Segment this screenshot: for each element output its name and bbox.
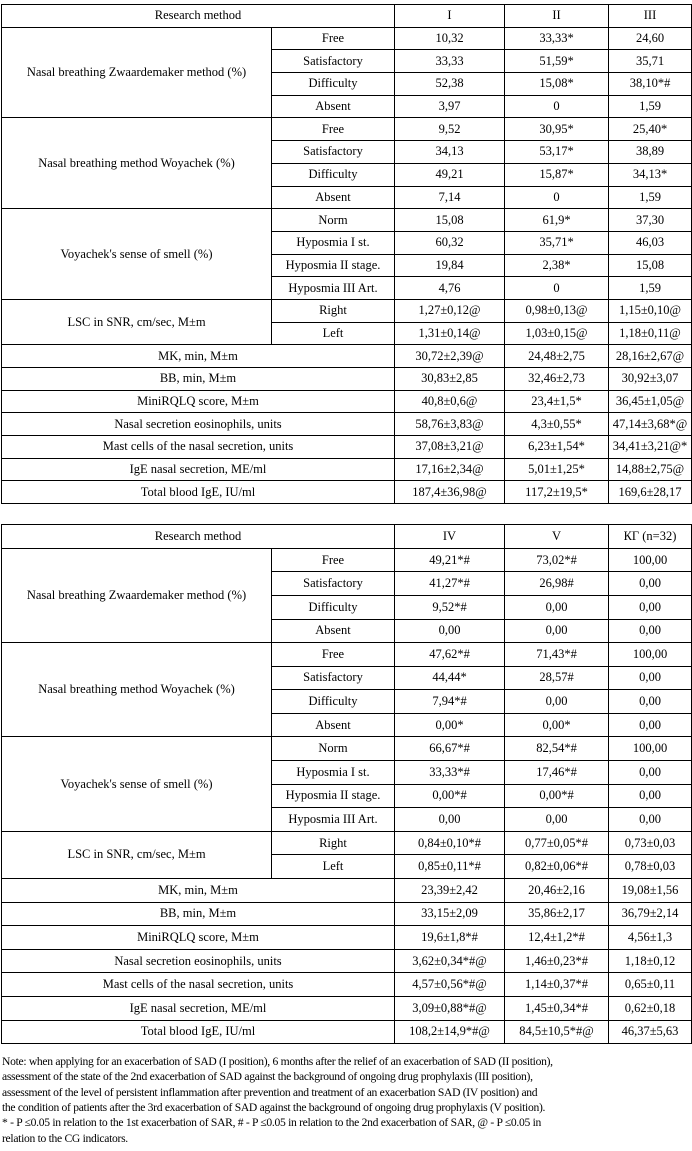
value-cell: 0,00* bbox=[505, 713, 609, 737]
value-cell: 0,00 bbox=[609, 595, 692, 619]
note-line: the condition of patients after the 3rd exacerbation of SAD against the background of ongoing drug prophylaxis (V position). bbox=[2, 1101, 546, 1115]
value-cell: 0,85±0,11*# bbox=[395, 855, 505, 879]
value-cell: 0 bbox=[505, 277, 609, 300]
value-cell: 36,79±2,14 bbox=[609, 902, 692, 926]
note-line: assessment of the level of persistent inflammation after prevention and treatment of an exacerbation SAD (IV position) and bbox=[2, 1085, 538, 1099]
value-cell: 66,67*# bbox=[395, 737, 505, 761]
value-cell: 47,14±3,68*@ bbox=[609, 413, 692, 436]
value-cell: 26,98# bbox=[505, 572, 609, 596]
table-row bbox=[2, 209, 692, 232]
value-cell: 40,8±0,6@ bbox=[395, 390, 505, 413]
value-cell: 25,40* bbox=[609, 118, 692, 141]
row-label: Hyposmia II stage. bbox=[272, 254, 395, 277]
value-cell: 0 bbox=[505, 95, 609, 118]
value-cell: 1,31±0,14@ bbox=[395, 322, 505, 345]
value-cell: 35,86±2,17 bbox=[505, 902, 609, 926]
table-row bbox=[2, 926, 692, 950]
table-row bbox=[2, 27, 692, 50]
value-cell: 0,00 bbox=[609, 572, 692, 596]
value-cell: 49,21*# bbox=[395, 548, 505, 572]
row-label: IgE nasal secretion, ME/ml bbox=[2, 458, 395, 481]
value-cell: 100,00 bbox=[609, 643, 692, 667]
value-cell: 24,48±2,75 bbox=[505, 345, 609, 368]
group-label: Nasal breathing Zwaardemaker method (%) bbox=[2, 27, 272, 118]
row-label: MK, min, M±m bbox=[2, 345, 395, 368]
value-cell: 1,46±0,23*# bbox=[505, 949, 609, 973]
row-label: Absent bbox=[272, 619, 395, 643]
row-label: MiniRQLQ score, M±m bbox=[2, 926, 395, 950]
value-cell: 1,14±0,37*# bbox=[505, 973, 609, 997]
value-cell: 73,02*# bbox=[505, 548, 609, 572]
value-cell: 46,37±5,63 bbox=[609, 1020, 692, 1044]
row-label: Satisfactory bbox=[272, 666, 395, 690]
value-cell: 84,5±10,5*#@ bbox=[505, 1020, 609, 1044]
value-cell: 58,76±3,83@ bbox=[395, 413, 505, 436]
value-cell: 15,08* bbox=[505, 73, 609, 96]
value-cell: 0,00 bbox=[505, 619, 609, 643]
value-cell: 14,88±2,75@ bbox=[609, 458, 692, 481]
value-cell: 35,71 bbox=[609, 50, 692, 73]
table-row bbox=[2, 737, 692, 761]
row-label: Absent bbox=[272, 713, 395, 737]
value-cell: 100,00 bbox=[609, 737, 692, 761]
value-cell: 24,60 bbox=[609, 27, 692, 50]
table-row bbox=[2, 879, 692, 903]
value-cell: 28,57# bbox=[505, 666, 609, 690]
row-label: Free bbox=[272, 27, 395, 50]
row-label: Free bbox=[272, 548, 395, 572]
value-cell: 36,45±1,05@ bbox=[609, 390, 692, 413]
value-cell: 0,00 bbox=[609, 619, 692, 643]
row-label: Hyposmia I st. bbox=[272, 231, 395, 254]
value-cell: 0,00 bbox=[609, 666, 692, 690]
value-cell: 71,43*# bbox=[505, 643, 609, 667]
value-cell: 34,41±3,21@* bbox=[609, 436, 692, 459]
group-label: Nasal breathing Zwaardemaker method (%) bbox=[2, 548, 272, 642]
value-cell: 1,15±0,10@ bbox=[609, 299, 692, 322]
value-cell: 33,33*# bbox=[395, 761, 505, 785]
row-label: MiniRQLQ score, M±m bbox=[2, 390, 395, 413]
row-label: Satisfactory bbox=[272, 572, 395, 596]
value-cell: 15,08 bbox=[609, 254, 692, 277]
value-cell: 4,76 bbox=[395, 277, 505, 300]
value-cell: 53,17* bbox=[505, 141, 609, 164]
value-cell: 0 bbox=[505, 186, 609, 209]
value-cell: 5,01±1,25* bbox=[505, 458, 609, 481]
row-label: BB, min, M±m bbox=[2, 902, 395, 926]
note-line: Note: when applying for an exacerbation of SAD (I position), 6 months after the relief of an exacerbation of SAD (II position), bbox=[2, 1055, 553, 1069]
value-cell: 37,08±3,21@ bbox=[395, 436, 505, 459]
value-cell: 49,21 bbox=[395, 163, 505, 186]
row-label: Mast cells of the nasal secretion, units bbox=[2, 973, 395, 997]
value-cell: 23,4±1,5* bbox=[505, 390, 609, 413]
value-cell: 0,00 bbox=[609, 713, 692, 737]
value-cell: 1,18±0,11@ bbox=[609, 322, 692, 345]
value-cell: 30,92±3,07 bbox=[609, 368, 692, 391]
row-label: Difficulty bbox=[272, 595, 395, 619]
value-cell: 44,44* bbox=[395, 666, 505, 690]
value-cell: 52,38 bbox=[395, 73, 505, 96]
value-cell: 23,39±2,42 bbox=[395, 879, 505, 903]
value-cell: 4,56±1,3 bbox=[609, 926, 692, 950]
table-row bbox=[2, 458, 692, 481]
value-cell: 20,46±2,16 bbox=[505, 879, 609, 903]
value-cell: 7,94*# bbox=[395, 690, 505, 714]
value-cell: 60,32 bbox=[395, 231, 505, 254]
value-cell: 0,00 bbox=[505, 595, 609, 619]
column-header: I bbox=[395, 5, 505, 28]
row-label: Absent bbox=[272, 186, 395, 209]
value-cell: 0,00 bbox=[395, 619, 505, 643]
row-label: Right bbox=[272, 299, 395, 322]
value-cell: 10,32 bbox=[395, 27, 505, 50]
table-row bbox=[2, 299, 692, 322]
value-cell: 187,4±36,98@ bbox=[395, 481, 505, 504]
value-cell: 108,2±14,9*#@ bbox=[395, 1020, 505, 1044]
value-cell: 9,52 bbox=[395, 118, 505, 141]
value-cell: 0,77±0,05*# bbox=[505, 831, 609, 855]
results-table-2 bbox=[1, 524, 692, 1044]
value-cell: 30,72±2,39@ bbox=[395, 345, 505, 368]
value-cell: 46,03 bbox=[609, 231, 692, 254]
value-cell: 100,00 bbox=[609, 548, 692, 572]
row-label: Hyposmia III Art. bbox=[272, 808, 395, 832]
value-cell: 33,33* bbox=[505, 27, 609, 50]
value-cell: 33,15±2,09 bbox=[395, 902, 505, 926]
row-label: Free bbox=[272, 118, 395, 141]
value-cell: 12,4±1,2*# bbox=[505, 926, 609, 950]
row-label: Hyposmia II stage. bbox=[272, 784, 395, 808]
row-label: Nasal secretion eosinophils, units bbox=[2, 413, 395, 436]
row-label: Norm bbox=[272, 737, 395, 761]
group-label: Nasal breathing method Woyachek (%) bbox=[2, 643, 272, 737]
value-cell: 3,09±0,88*#@ bbox=[395, 997, 505, 1021]
value-cell: 0,00 bbox=[505, 690, 609, 714]
row-label: Difficulty bbox=[272, 163, 395, 186]
value-cell: 15,87* bbox=[505, 163, 609, 186]
table-row bbox=[2, 997, 692, 1021]
value-cell: 0,00* bbox=[395, 713, 505, 737]
results-table-1 bbox=[1, 4, 692, 504]
row-label: IgE nasal secretion, ME/ml bbox=[2, 997, 395, 1021]
value-cell: 41,27*# bbox=[395, 572, 505, 596]
value-cell: 30,83±2,85 bbox=[395, 368, 505, 391]
group-label: Voyachek's sense of smell (%) bbox=[2, 209, 272, 300]
row-label: BB, min, M±m bbox=[2, 368, 395, 391]
value-cell: 19,08±1,56 bbox=[609, 879, 692, 903]
value-cell: 47,62*# bbox=[395, 643, 505, 667]
value-cell: 4,3±0,55* bbox=[505, 413, 609, 436]
row-label: Hyposmia III Art. bbox=[272, 277, 395, 300]
group-label: LSC in SNR, cm/sec, M±m bbox=[2, 831, 272, 878]
value-cell: 0,65±0,11 bbox=[609, 973, 692, 997]
row-label: Difficulty bbox=[272, 73, 395, 96]
value-cell: 169,6±28,17 bbox=[609, 481, 692, 504]
table-row bbox=[2, 368, 692, 391]
column-header: III bbox=[609, 5, 692, 28]
note-line: * - P ≤0.05 in relation to the 1st exacerbation of SAR, # - P ≤0.05 in relation to the 2nd exacerbation of SAR, @ - P ≤0.05 in bbox=[2, 1116, 542, 1130]
value-cell: 19,6±1,8*# bbox=[395, 926, 505, 950]
note-line: relation to the CG indicators. bbox=[2, 1131, 128, 1145]
row-label: Norm bbox=[272, 209, 395, 232]
value-cell: 0,00 bbox=[395, 808, 505, 832]
value-cell: 35,71* bbox=[505, 231, 609, 254]
table-row bbox=[2, 831, 692, 855]
table-note bbox=[2, 1054, 692, 1146]
column-header: КГ (n=32) bbox=[609, 525, 692, 549]
table-row bbox=[2, 436, 692, 459]
value-cell: 34,13 bbox=[395, 141, 505, 164]
row-label: Left bbox=[272, 855, 395, 879]
row-label: Free bbox=[272, 643, 395, 667]
note-line: assessment of the state of the 2nd exacerbation of SAD against the background of ongoing drug prophylaxis (III position), bbox=[2, 1070, 533, 1084]
value-cell: 7,14 bbox=[395, 186, 505, 209]
row-label: Absent bbox=[272, 95, 395, 118]
header-row bbox=[2, 525, 692, 549]
value-cell: 17,16±2,34@ bbox=[395, 458, 505, 481]
value-cell: 0,00 bbox=[609, 784, 692, 808]
value-cell: 61,9* bbox=[505, 209, 609, 232]
value-cell: 3,62±0,34*#@ bbox=[395, 949, 505, 973]
value-cell: 1,59 bbox=[609, 95, 692, 118]
table-row bbox=[2, 949, 692, 973]
table-row bbox=[2, 973, 692, 997]
column-header: Research method bbox=[2, 525, 395, 549]
group-label: Voyachek's sense of smell (%) bbox=[2, 737, 272, 831]
value-cell: 0,73±0,03 bbox=[609, 831, 692, 855]
row-label: Satisfactory bbox=[272, 141, 395, 164]
value-cell: 0,00 bbox=[609, 808, 692, 832]
value-cell: 1,27±0,12@ bbox=[395, 299, 505, 322]
value-cell: 2,38* bbox=[505, 254, 609, 277]
value-cell: 15,08 bbox=[395, 209, 505, 232]
value-cell: 4,57±0,56*#@ bbox=[395, 973, 505, 997]
table-row bbox=[2, 390, 692, 413]
value-cell: 0,00*# bbox=[505, 784, 609, 808]
value-cell: 17,46*# bbox=[505, 761, 609, 785]
value-cell: 9,52*# bbox=[395, 595, 505, 619]
value-cell: 3,97 bbox=[395, 95, 505, 118]
value-cell: 1,59 bbox=[609, 186, 692, 209]
column-header: V bbox=[505, 525, 609, 549]
table-row bbox=[2, 481, 692, 504]
row-label: MK, min, M±m bbox=[2, 879, 395, 903]
value-cell: 38,89 bbox=[609, 141, 692, 164]
group-label: LSC in SNR, cm/sec, M±m bbox=[2, 299, 272, 344]
value-cell: 37,30 bbox=[609, 209, 692, 232]
value-cell: 0,00 bbox=[609, 761, 692, 785]
value-cell: 0,78±0,03 bbox=[609, 855, 692, 879]
column-header: II bbox=[505, 5, 609, 28]
table-row bbox=[2, 548, 692, 572]
row-label: Difficulty bbox=[272, 690, 395, 714]
table-row bbox=[2, 118, 692, 141]
value-cell: 51,59* bbox=[505, 50, 609, 73]
value-cell: 33,33 bbox=[395, 50, 505, 73]
column-header: IV bbox=[395, 525, 505, 549]
value-cell: 1,18±0,12 bbox=[609, 949, 692, 973]
value-cell: 0,84±0,10*# bbox=[395, 831, 505, 855]
value-cell: 0,62±0,18 bbox=[609, 997, 692, 1021]
table-row bbox=[2, 413, 692, 436]
value-cell: 0,00 bbox=[505, 808, 609, 832]
value-cell: 6,23±1,54* bbox=[505, 436, 609, 459]
row-label: Nasal secretion eosinophils, units bbox=[2, 949, 395, 973]
value-cell: 30,95* bbox=[505, 118, 609, 141]
row-label: Left bbox=[272, 322, 395, 345]
row-label: Right bbox=[272, 831, 395, 855]
header-row bbox=[2, 5, 692, 28]
value-cell: 1,03±0,15@ bbox=[505, 322, 609, 345]
value-cell: 0,00 bbox=[609, 690, 692, 714]
row-label: Satisfactory bbox=[272, 50, 395, 73]
value-cell: 0,00*# bbox=[395, 784, 505, 808]
row-label: Mast cells of the nasal secretion, units bbox=[2, 436, 395, 459]
value-cell: 0,82±0,06*# bbox=[505, 855, 609, 879]
value-cell: 0,98±0,13@ bbox=[505, 299, 609, 322]
column-header: Research method bbox=[2, 5, 395, 28]
table-row bbox=[2, 345, 692, 368]
table-row bbox=[2, 1020, 692, 1044]
value-cell: 38,10*# bbox=[609, 73, 692, 96]
table-row bbox=[2, 902, 692, 926]
value-cell: 19,84 bbox=[395, 254, 505, 277]
row-label: Total blood IgE, IU/ml bbox=[2, 481, 395, 504]
value-cell: 1,59 bbox=[609, 277, 692, 300]
value-cell: 82,54*# bbox=[505, 737, 609, 761]
value-cell: 1,45±0,34*# bbox=[505, 997, 609, 1021]
value-cell: 34,13* bbox=[609, 163, 692, 186]
value-cell: 32,46±2,73 bbox=[505, 368, 609, 391]
table-row bbox=[2, 643, 692, 667]
group-label: Nasal breathing method Woyachek (%) bbox=[2, 118, 272, 209]
row-label: Hyposmia I st. bbox=[272, 761, 395, 785]
value-cell: 28,16±2,67@ bbox=[609, 345, 692, 368]
value-cell: 117,2±19,5* bbox=[505, 481, 609, 504]
row-label: Total blood IgE, IU/ml bbox=[2, 1020, 395, 1044]
